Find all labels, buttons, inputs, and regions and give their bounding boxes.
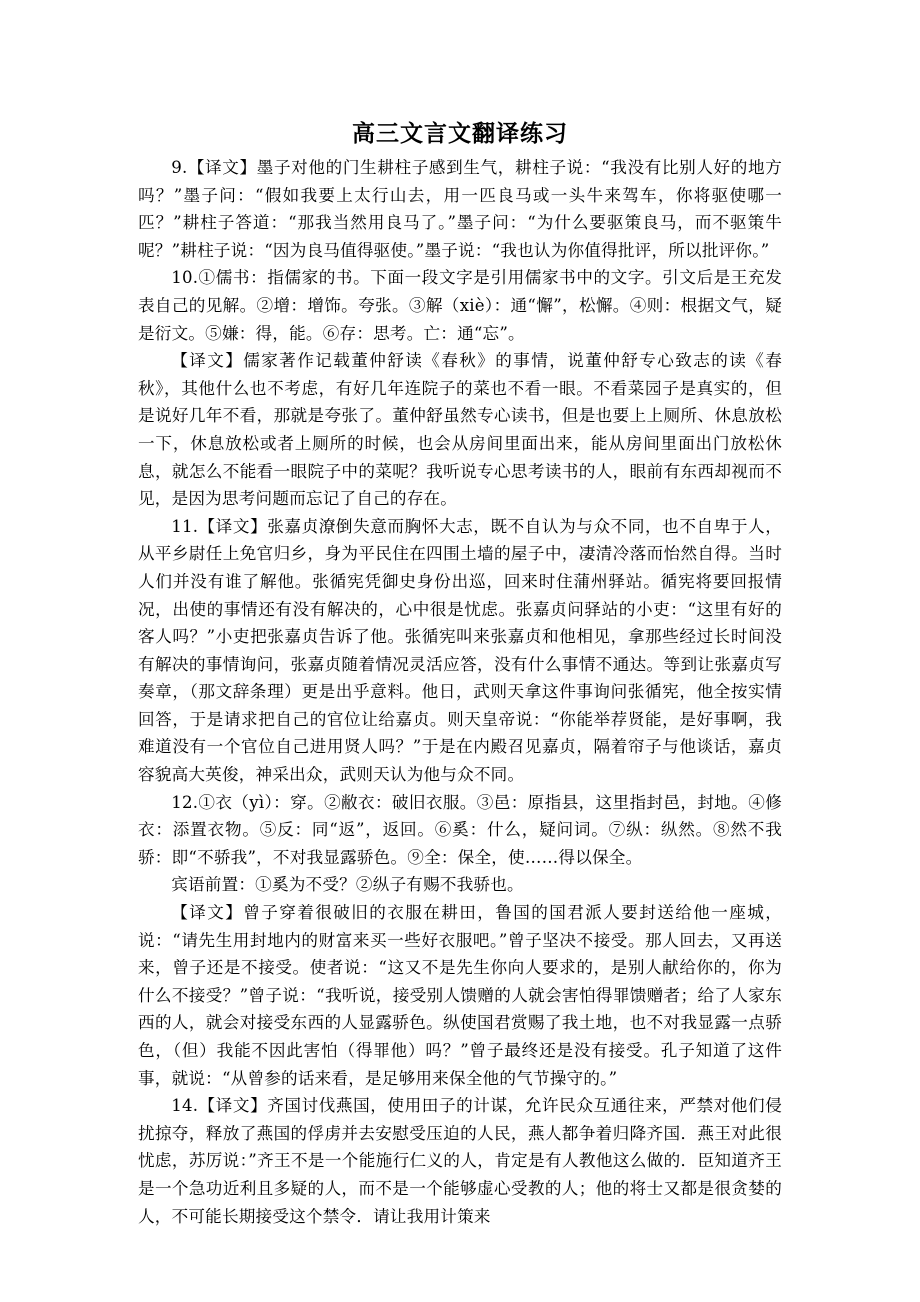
paragraph-10-translation: 【译文】儒家著作记载董仲舒读《春秋》的事情，说董仲舒专心致志的读《春秋》，其他什么也不考虑，有好几年连院子的菜也不看一眼。不看菜园子是真实的，但是说好几年不看，那就是夸张了。董仲舒虽然专心读书，但是也要上上厕所、休息放松一下，休息放松或者上厕所的时候，也会从房间里面出来，能从房间里面出门放松休息，就怎么不能看一眼院子中的菜呢？我听说专心思考读书的人，眼前有东西却视而不见，是因为思考问题而忘记了自己的存在。 [138, 351, 782, 509]
paragraph-11-translation: 11.【译文】张嘉贞潦倒失意而胸怀大志，既不自认为与众不同，也不自卑于人，从平乡尉任上免官归乡，身为平民住在四围土墙的屋子中，凄清冷落而怡然自得。当时人们并没有谁了解他。张循宪凭御史身份出巡，回来时住蒲州驿站。循宪将要回报情况，出使的事情还有没有解决的，心中很是忧虑。张嘉贞问驿站的小吏：“这里有好的客人吗？”小吏把张嘉贞告诉了他。张循宪叫来张嘉贞和他相见，拿那些经过长时间没有解决的事情询问，张嘉贞随着情况灵活应答，没有什么事情不通达。等到让张嘉贞写奏章，（那文辞条理）更是出乎意料。他日，武则天拿这件事询问张循宪，他全按实情回答，于是请求把自己的官位让给嘉贞。则天皇帝说：“你能举荐贤能，是好事啊，我难道没有一个官位自己进用贤人吗？”于是在内殿召见嘉贞，隔着帘子与他谈话，嘉贞容貌高大英俊，神采出众，武则天认为他与众不同。 [138, 516, 782, 785]
document-page [138, 118, 782, 1230]
paragraph-10-notes: 10.①儒书：指儒家的书。下面一段文字是引用儒家书中的文字。引文后是王充发表自己的见解。②增：增饰。夸张。③解（xiè）：通“懈”，松懈。④则：根据文气，疑是衍文。⑤嫌：得，能。⑥存：思考。亡：通“忘”。 [138, 268, 782, 343]
paragraph-9-translation: 9.【译文】墨子对他的门生耕柱子感到生气，耕柱子说：“我没有比别人好的地方吗？”墨子问：“假如我要上太行山去，用一匹良马或一头牛来驾车，你将驱使哪一匹？”耕柱子答道：“那我当然用良马了。”墨子问：“为什么要驱策良马，而不驱策牛呢？”耕柱子说：“因为良马值得驱使。”墨子说：“我也认为你值得批评，所以批评你。” [138, 158, 782, 260]
paragraph-12-translation: 【译文】曾子穿着很破旧的衣服在耕田，鲁国的国君派人要封送给他一座城，说：“请先生用封地内的财富来买一些好衣服吧。”曾子坚决不接受。那人回去，又再送来，曾子还是不接受。使者说：“这又不是先生你向人要求的，是别人献给你的，你为什么不接受？”曾子说：“我听说，接受别人馈赠的人就会害怕得罪馈赠者；给了人家东西的人，就会对接受东西的人显露骄色。纵使国君赏赐了我土地，也不对我显露一点骄色，（但）我能不因此害怕（得罪他）吗？”曾子最终还是没有接受。孔子知道了这件事，就说：“从曾参的话来看，是足够用来保全他的气节操守的。” [138, 903, 782, 1088]
paragraph-14-translation: 14.【译文】齐国讨伐燕国，使用田子的计谋，允许民众互通往来，严禁对他们侵扰掠夺，释放了燕国的俘虏并去安慰受压迫的人民，燕人都争着归降齐国．燕王对此很忧虑，苏厉说：”齐王不是一个能施行仁义的人，肯定是有人教他这么做的．臣知道齐王是一个急功近利且多疑的人，而不是一个能够虚心受教的人；他的将士又都是很贪婪的人，不可能长期接受这个禁令．请让我用计策来 [138, 1096, 782, 1226]
paragraph-12-notes: 12.①衣（yì）：穿。②敝衣：破旧衣服。③邑：原指县，这里指封邑，封地。④修衣：添置衣物。⑤反：同“返”，返回。⑥奚：什么，疑问词。⑦纵：纵然。⑧然不我骄：即“不骄我”，不对我显露骄色。⑨全：保全，使……得以保全。 [138, 792, 782, 867]
paragraph-12-grammar: 宾语前置：①奚为不受？②纵子有赐不我骄也。 [171, 875, 524, 895]
document-title: 高三文言文翻译练习 [352, 121, 568, 147]
